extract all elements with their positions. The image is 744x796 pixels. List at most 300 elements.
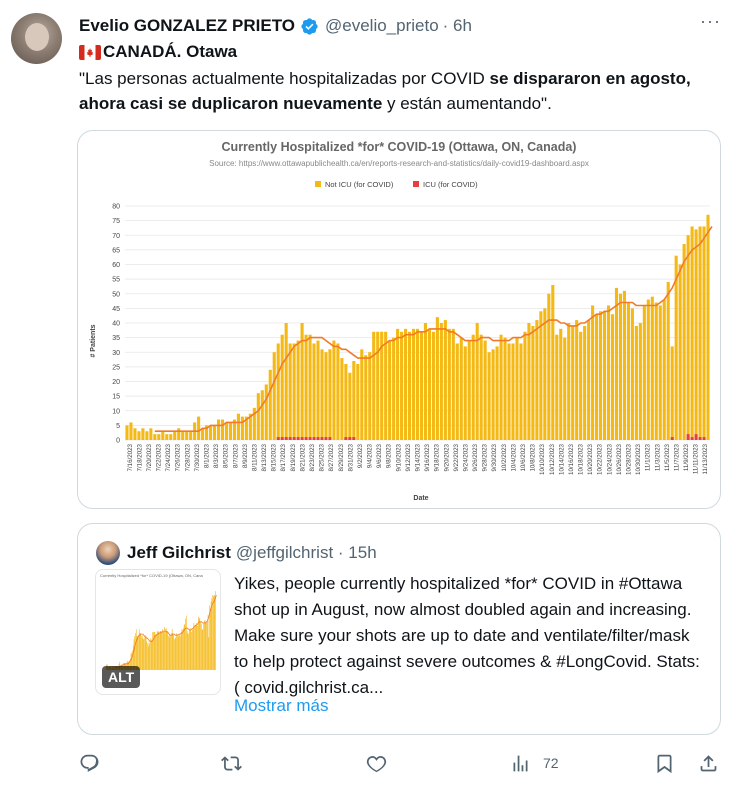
x-tick-label: 10/28/2023 bbox=[625, 444, 633, 475]
x-tick-label: 8/5/2023 bbox=[222, 444, 230, 469]
thumbnail-bar bbox=[185, 619, 186, 670]
bar-not-icu bbox=[265, 384, 268, 440]
bar-icu bbox=[293, 437, 296, 440]
y-tick-label: 35 bbox=[112, 335, 120, 343]
retweet-icon bbox=[221, 753, 242, 774]
tweet-header bbox=[79, 14, 472, 38]
thumbnail-bar bbox=[164, 627, 165, 670]
x-tick-label: 8/25/2023 bbox=[318, 444, 326, 472]
thumbnail-bar bbox=[171, 633, 172, 670]
bar-not-icu bbox=[285, 323, 288, 440]
bookmark-button[interactable] bbox=[654, 750, 675, 776]
bar-not-icu bbox=[185, 431, 188, 440]
bar-not-icu bbox=[671, 346, 674, 440]
bar-not-icu bbox=[500, 335, 503, 440]
thumbnail-bar bbox=[174, 639, 175, 670]
x-tick-label: 7/22/2023 bbox=[155, 444, 163, 472]
thumbnail-bar bbox=[166, 628, 167, 670]
bar-not-icu bbox=[691, 226, 694, 440]
legend-swatch-icu bbox=[413, 181, 419, 187]
bar-not-icu bbox=[364, 355, 367, 440]
thumbnail-bar bbox=[203, 629, 204, 670]
thumbnail-bar bbox=[203, 623, 204, 670]
bar-not-icu bbox=[336, 343, 339, 440]
bar-icu bbox=[671, 437, 674, 440]
bar-not-icu bbox=[492, 349, 495, 440]
bar-not-icu bbox=[579, 332, 582, 440]
bar-not-icu bbox=[567, 323, 570, 440]
thumbnail-bars bbox=[106, 591, 216, 670]
bar-not-icu bbox=[340, 358, 343, 440]
bar-not-icu bbox=[448, 329, 451, 440]
thumbnail-title: Currently Hospitalized *for* COVID-19 (Ottawa, ON, Cana bbox=[100, 573, 203, 578]
x-tick-label: 10/14/2023 bbox=[558, 444, 566, 475]
x-tick-label: 10/8/2023 bbox=[529, 444, 537, 472]
bar-not-icu bbox=[384, 332, 387, 440]
author-name[interactable]: Evelio GONZALEZ PRIETO bbox=[79, 16, 295, 35]
bar-not-icu bbox=[269, 370, 272, 440]
bar-not-icu bbox=[627, 303, 630, 440]
bar-not-icu bbox=[547, 294, 550, 440]
bar-not-icu bbox=[356, 364, 359, 440]
bar-not-icu bbox=[527, 323, 530, 440]
thumbnail-bar bbox=[163, 631, 164, 670]
canada-flag-icon bbox=[79, 45, 101, 60]
bar-not-icu bbox=[511, 343, 514, 440]
thumbnail-bar bbox=[149, 643, 150, 670]
x-tick-label: 10/12/2023 bbox=[548, 444, 556, 475]
x-tick-label: 8/11/2023 bbox=[251, 444, 259, 472]
thumbnail-bar bbox=[189, 629, 190, 670]
share-button[interactable] bbox=[698, 750, 719, 776]
bar-not-icu bbox=[679, 265, 682, 441]
author-avatar[interactable] bbox=[11, 13, 62, 64]
bar-not-icu bbox=[496, 346, 499, 440]
tweet-text-part-2: y están aumentando". bbox=[382, 94, 552, 113]
bar-not-icu bbox=[125, 425, 128, 440]
hospitalization-chart bbox=[78, 131, 720, 508]
thumbnail-bar bbox=[148, 646, 149, 670]
x-tick-label: 8/3/2023 bbox=[213, 444, 221, 469]
bar-icu bbox=[320, 437, 323, 440]
bar-not-icu bbox=[699, 226, 702, 440]
bar-not-icu bbox=[305, 335, 308, 440]
thumbnail-bar bbox=[136, 629, 137, 670]
x-tick-label: 11/1/2023 bbox=[644, 444, 652, 472]
bar-icu bbox=[344, 437, 347, 440]
bar-not-icu bbox=[217, 420, 220, 440]
quoted-tweet-card[interactable] bbox=[77, 523, 721, 735]
heart-icon bbox=[366, 753, 387, 774]
thumbnail-bar bbox=[183, 628, 184, 670]
thumbnail-bar bbox=[138, 635, 139, 670]
bar-not-icu bbox=[468, 341, 471, 440]
bar-not-icu bbox=[225, 422, 228, 440]
thumbnail-bar bbox=[157, 631, 158, 670]
thumbnail-bar bbox=[152, 632, 153, 670]
thumbnail-bar bbox=[156, 634, 157, 670]
thumbnail-bar bbox=[215, 595, 216, 670]
x-tick-label: 11/11/2023 bbox=[692, 444, 700, 475]
bar-not-icu bbox=[519, 343, 522, 440]
x-tick-label: 8/1/2023 bbox=[203, 444, 211, 469]
thumbnail-bar bbox=[143, 638, 144, 670]
bar-not-icu bbox=[603, 311, 606, 440]
thumbnail-bar bbox=[212, 595, 213, 670]
thumbnail-bar bbox=[176, 633, 177, 670]
x-tick-label: 8/21/2023 bbox=[299, 444, 307, 472]
bar-icu bbox=[285, 437, 288, 440]
thumbnail-bar bbox=[180, 636, 181, 670]
retweet-button[interactable] bbox=[221, 750, 242, 776]
thumbnail-bar bbox=[145, 635, 146, 670]
x-tick-label: 11/5/2023 bbox=[663, 444, 671, 472]
y-axis-label: # Patients bbox=[90, 324, 97, 358]
quoted-chart-thumbnail[interactable] bbox=[95, 569, 221, 695]
bar-not-icu bbox=[309, 335, 312, 440]
thumbnail-bar bbox=[213, 596, 214, 670]
x-tick-label: 9/10/2023 bbox=[395, 444, 403, 472]
x-tick-label: 10/20/2023 bbox=[587, 444, 595, 475]
bar-not-icu bbox=[687, 235, 690, 440]
alt-badge[interactable]: ALT bbox=[102, 666, 140, 688]
x-tick-label: 9/24/2023 bbox=[462, 444, 470, 472]
y-tick-label: 65 bbox=[112, 247, 120, 255]
thumbnail-bar bbox=[206, 622, 207, 670]
views-button[interactable] bbox=[510, 750, 559, 776]
bar-not-icu bbox=[149, 428, 152, 440]
x-tick-label: 10/6/2023 bbox=[520, 444, 527, 472]
bar-not-icu bbox=[615, 288, 618, 440]
thumbnail-bar bbox=[179, 634, 180, 670]
bar-not-icu bbox=[647, 300, 650, 440]
bar-not-icu bbox=[153, 434, 156, 440]
thumbnail-bar bbox=[161, 631, 162, 670]
bar-not-icu bbox=[293, 343, 296, 440]
bar-not-icu bbox=[237, 414, 240, 440]
bar-not-icu bbox=[273, 352, 276, 440]
bar-icu bbox=[309, 437, 312, 440]
bar-not-icu bbox=[328, 349, 331, 440]
thumbnail-bar bbox=[150, 638, 151, 670]
x-tick-label: 7/20/2023 bbox=[146, 444, 153, 472]
thumbnail-bar bbox=[135, 633, 136, 670]
bar-not-icu bbox=[563, 338, 566, 440]
thumbnail-bar bbox=[202, 630, 203, 670]
tweet-text-part-1: "Las personas actualmente hospitalizadas por COVID bbox=[79, 69, 490, 88]
x-tick-label: 10/30/2023 bbox=[635, 444, 643, 475]
bar-not-icu bbox=[209, 425, 212, 440]
y-tick-label: 40 bbox=[112, 320, 120, 328]
y-tick-label: 70 bbox=[112, 232, 120, 240]
bar-not-icu bbox=[332, 341, 335, 440]
bar-not-icu bbox=[372, 332, 375, 440]
avatar-face bbox=[25, 23, 49, 51]
legend-swatch-not-icu bbox=[315, 181, 321, 187]
x-axis-label: Date bbox=[413, 495, 429, 502]
x-tick-label: 7/16/2023 bbox=[126, 444, 134, 472]
x-tick-label: 7/24/2023 bbox=[165, 444, 173, 472]
thumbnail-bar bbox=[190, 630, 191, 670]
bar-not-icu bbox=[261, 390, 264, 440]
x-tick-label: 10/4/2023 bbox=[510, 444, 518, 472]
thumbnail-bar bbox=[158, 631, 159, 670]
quoted-tweet-header bbox=[96, 541, 377, 565]
legend-label-icu: ICU (for COVID) bbox=[423, 180, 478, 189]
thumbnail-bar bbox=[188, 631, 189, 670]
thumbnail-bar bbox=[198, 617, 199, 670]
bar-not-icu bbox=[404, 329, 407, 440]
thumbnail-bar bbox=[194, 623, 195, 670]
x-tick-label: 9/30/2023 bbox=[491, 444, 499, 472]
bar-not-icu bbox=[257, 393, 260, 440]
thumbnail-bar bbox=[170, 635, 171, 670]
quoted-author-handle: @jeffgilchrist · 15h bbox=[235, 543, 377, 562]
bar-not-icu bbox=[643, 305, 646, 440]
y-tick-label: 80 bbox=[112, 203, 120, 211]
thumbnail-bar bbox=[182, 630, 183, 670]
thumbnail-bar bbox=[153, 632, 154, 670]
bar-icu bbox=[695, 434, 698, 440]
thumbnail-bar bbox=[214, 595, 215, 670]
bar-not-icu bbox=[611, 314, 614, 440]
thumbnail-bar bbox=[167, 631, 168, 670]
bar-not-icu bbox=[388, 341, 391, 440]
bar-icu bbox=[328, 437, 331, 440]
bar-not-icu bbox=[392, 338, 395, 440]
x-tick-label: 8/23/2023 bbox=[309, 444, 316, 472]
y-tick-label: 75 bbox=[112, 218, 120, 226]
tweet-actions bbox=[79, 750, 719, 776]
bar-not-icu bbox=[655, 303, 658, 440]
bar-not-icu bbox=[297, 341, 300, 440]
bar-not-icu bbox=[241, 417, 244, 440]
bar-not-icu bbox=[488, 352, 491, 440]
thumbnail-bar bbox=[211, 601, 212, 670]
bar-not-icu bbox=[464, 346, 467, 440]
x-tick-label: 9/12/2023 bbox=[404, 444, 412, 472]
thumbnail-bar bbox=[162, 629, 163, 670]
thumbnail-bar bbox=[159, 632, 160, 670]
thumbnail-bar bbox=[195, 625, 196, 670]
like-button[interactable] bbox=[366, 750, 387, 776]
thumbnail-bar bbox=[208, 615, 209, 670]
bar-not-icu bbox=[161, 431, 164, 440]
thumbnail-bar bbox=[209, 637, 210, 670]
y-tick-label: 25 bbox=[112, 364, 120, 372]
bar-not-icu bbox=[221, 420, 224, 440]
bar-not-icu bbox=[683, 244, 686, 440]
y-tick-label: 50 bbox=[112, 291, 120, 299]
bar-not-icu bbox=[667, 282, 670, 440]
bar-not-icu bbox=[169, 434, 172, 440]
thumbnail-bar bbox=[170, 637, 171, 670]
thumbnail-bar bbox=[160, 631, 161, 670]
thumbnail-bar bbox=[185, 624, 186, 670]
thumbnail-bar bbox=[191, 632, 192, 670]
x-tick-label: 10/24/2023 bbox=[606, 444, 614, 475]
thumbnail-bar bbox=[177, 634, 178, 670]
bar-not-icu bbox=[472, 335, 475, 440]
y-tick-label: 55 bbox=[112, 276, 120, 284]
thumbnail-bar bbox=[196, 625, 197, 670]
bar-not-icu bbox=[281, 335, 284, 440]
x-tick-label: 9/14/2023 bbox=[414, 444, 422, 472]
bar-not-icu bbox=[133, 428, 136, 440]
x-tick-label: 8/7/2023 bbox=[232, 444, 240, 469]
x-tick-label: 9/26/2023 bbox=[472, 444, 479, 472]
bar-icu bbox=[277, 437, 280, 440]
thumbnail-bar bbox=[137, 636, 138, 670]
thumbnail-bar bbox=[197, 623, 198, 670]
thumbnail-bar bbox=[146, 636, 147, 670]
thumbnail-bar bbox=[176, 637, 177, 670]
bar-not-icu bbox=[344, 364, 347, 440]
thumbnail-bar bbox=[147, 643, 148, 670]
x-tick-label: 8/19/2023 bbox=[289, 444, 297, 472]
bar-not-icu bbox=[316, 341, 319, 440]
chart-subtitle: Source: https://www.ottawapublichealth.ca/en/reports-research-and-statistics/daily-covid19-dashboard.aspx bbox=[209, 159, 589, 168]
thumbnail-bar bbox=[205, 620, 206, 670]
thumbnail-bar bbox=[193, 628, 194, 670]
y-tick-label: 30 bbox=[112, 349, 120, 357]
thumbnail-bar bbox=[168, 636, 169, 670]
author-handle[interactable]: @evelio_prieto bbox=[325, 16, 439, 35]
x-tick-label: 7/18/2023 bbox=[136, 444, 144, 472]
share-icon bbox=[698, 753, 719, 774]
thumbnail-bar bbox=[146, 641, 147, 670]
tweet-text bbox=[79, 66, 729, 116]
bar-not-icu bbox=[440, 323, 443, 440]
bar-not-icu bbox=[181, 431, 184, 440]
thumbnail-bar bbox=[187, 633, 188, 670]
views-icon bbox=[510, 753, 531, 774]
y-tick-label: 60 bbox=[112, 262, 120, 269]
bar-not-icu bbox=[289, 343, 292, 440]
bar-not-icu bbox=[523, 332, 526, 440]
y-tick-label: 0 bbox=[116, 437, 120, 445]
bars-not-icu bbox=[125, 215, 709, 440]
bar-not-icu bbox=[396, 329, 399, 440]
thumbnail-bar bbox=[184, 625, 185, 670]
x-tick-label: 11/13/2023 bbox=[702, 444, 710, 475]
thumbnail-bar bbox=[175, 638, 176, 670]
bar-not-icu bbox=[555, 335, 558, 440]
bar-icu bbox=[324, 437, 327, 440]
x-tick-label: 7/26/2023 bbox=[174, 444, 182, 472]
y-tick-label: 20 bbox=[112, 379, 120, 386]
bar-icu bbox=[312, 437, 315, 440]
show-more-link[interactable]: Mostrar más bbox=[234, 696, 329, 715]
bar-not-icu bbox=[535, 320, 538, 440]
thumbnail-bar bbox=[212, 598, 213, 670]
bar-not-icu bbox=[543, 308, 546, 440]
thumbnail-bar bbox=[151, 640, 152, 670]
bar-icu bbox=[316, 437, 319, 440]
thumbnail-bar bbox=[165, 629, 166, 670]
x-tick-label: 9/6/2023 bbox=[376, 444, 384, 469]
thumbnail-bar bbox=[197, 626, 198, 670]
thumbnail-bar bbox=[191, 628, 192, 670]
bar-not-icu bbox=[623, 291, 626, 440]
bar-not-icu bbox=[559, 329, 562, 440]
bar-not-icu bbox=[484, 341, 487, 440]
x-tick-label: 9/22/2023 bbox=[452, 444, 460, 472]
x-tick-label: 10/26/2023 bbox=[615, 444, 623, 475]
bar-not-icu bbox=[444, 320, 447, 440]
thumbnail-bar bbox=[158, 632, 159, 670]
bar-not-icu bbox=[575, 320, 578, 440]
thumbnail-bar bbox=[182, 629, 183, 670]
bar-not-icu bbox=[352, 361, 355, 440]
bar-icu bbox=[305, 437, 308, 440]
x-tick-label: 10/10/2023 bbox=[539, 444, 547, 475]
bar-not-icu bbox=[348, 373, 351, 440]
bar-not-icu bbox=[651, 297, 654, 440]
location-text: CANADÁ. Otawa bbox=[103, 42, 238, 61]
bar-not-icu bbox=[456, 343, 459, 440]
thumbnail-bar bbox=[179, 636, 180, 670]
thumbnail-bar bbox=[155, 632, 156, 670]
bar-not-icu bbox=[595, 314, 598, 440]
bar-icu bbox=[297, 437, 300, 440]
tweet-time[interactable]: · 6h bbox=[442, 16, 472, 35]
thumbnail-bar bbox=[137, 636, 138, 670]
bar-not-icu bbox=[539, 311, 542, 440]
bar-not-icu bbox=[551, 285, 554, 440]
bar-not-icu bbox=[702, 226, 705, 440]
thumbnail-bar bbox=[207, 621, 208, 670]
legend-label-not-icu: Not ICU (for COVID) bbox=[325, 180, 394, 189]
bar-not-icu bbox=[587, 320, 590, 440]
bar-not-icu bbox=[408, 332, 411, 440]
reply-button[interactable] bbox=[79, 750, 100, 776]
x-tick-label: 8/13/2023 bbox=[261, 444, 269, 472]
bar-icu bbox=[301, 437, 304, 440]
bar-icu bbox=[352, 437, 355, 440]
bar-not-icu bbox=[591, 305, 594, 440]
thumbnail-bar bbox=[204, 621, 205, 670]
more-options-icon[interactable]: ··· bbox=[700, 11, 721, 31]
bar-not-icu bbox=[452, 329, 455, 440]
x-tick-label: 7/30/2023 bbox=[193, 444, 201, 472]
chart-image-card[interactable] bbox=[77, 130, 721, 509]
x-axis-ticks bbox=[127, 443, 709, 475]
chart-legend bbox=[315, 180, 478, 189]
bar-icu bbox=[691, 437, 694, 440]
y-tick-label: 10 bbox=[112, 408, 120, 416]
thumbnail-bar bbox=[149, 642, 150, 670]
x-tick-label: 8/17/2023 bbox=[280, 444, 288, 472]
bar-not-icu bbox=[137, 431, 140, 440]
bar-not-icu bbox=[312, 343, 315, 440]
thumbnail-bar bbox=[141, 636, 142, 670]
bar-not-icu bbox=[424, 323, 427, 440]
bar-not-icu bbox=[531, 326, 534, 440]
x-tick-label: 9/16/2023 bbox=[424, 444, 432, 472]
bar-not-icu bbox=[173, 431, 176, 440]
thumbnail-bar bbox=[201, 624, 202, 670]
x-tick-label: 10/16/2023 bbox=[567, 444, 575, 475]
verified-badge-icon bbox=[300, 17, 319, 36]
quoted-tweet-text: Yikes, people currently hospitalized *for* COVID in #Ottawa shot up in August, now almost doubled again and increasing. Make sure your shots are up to date and ventilate/filter/mask to help protect against severe outcomes & #LongCovid. Stats: ( covid.gilchrist.ca... bbox=[234, 574, 700, 697]
x-tick-label: 9/8/2023 bbox=[385, 444, 393, 469]
x-tick-label: 11/7/2023 bbox=[673, 444, 681, 472]
x-tick-label: 9/18/2023 bbox=[433, 444, 441, 472]
bar-not-icu bbox=[432, 332, 435, 440]
bar-not-icu bbox=[157, 434, 160, 440]
bar-icu bbox=[348, 437, 351, 440]
